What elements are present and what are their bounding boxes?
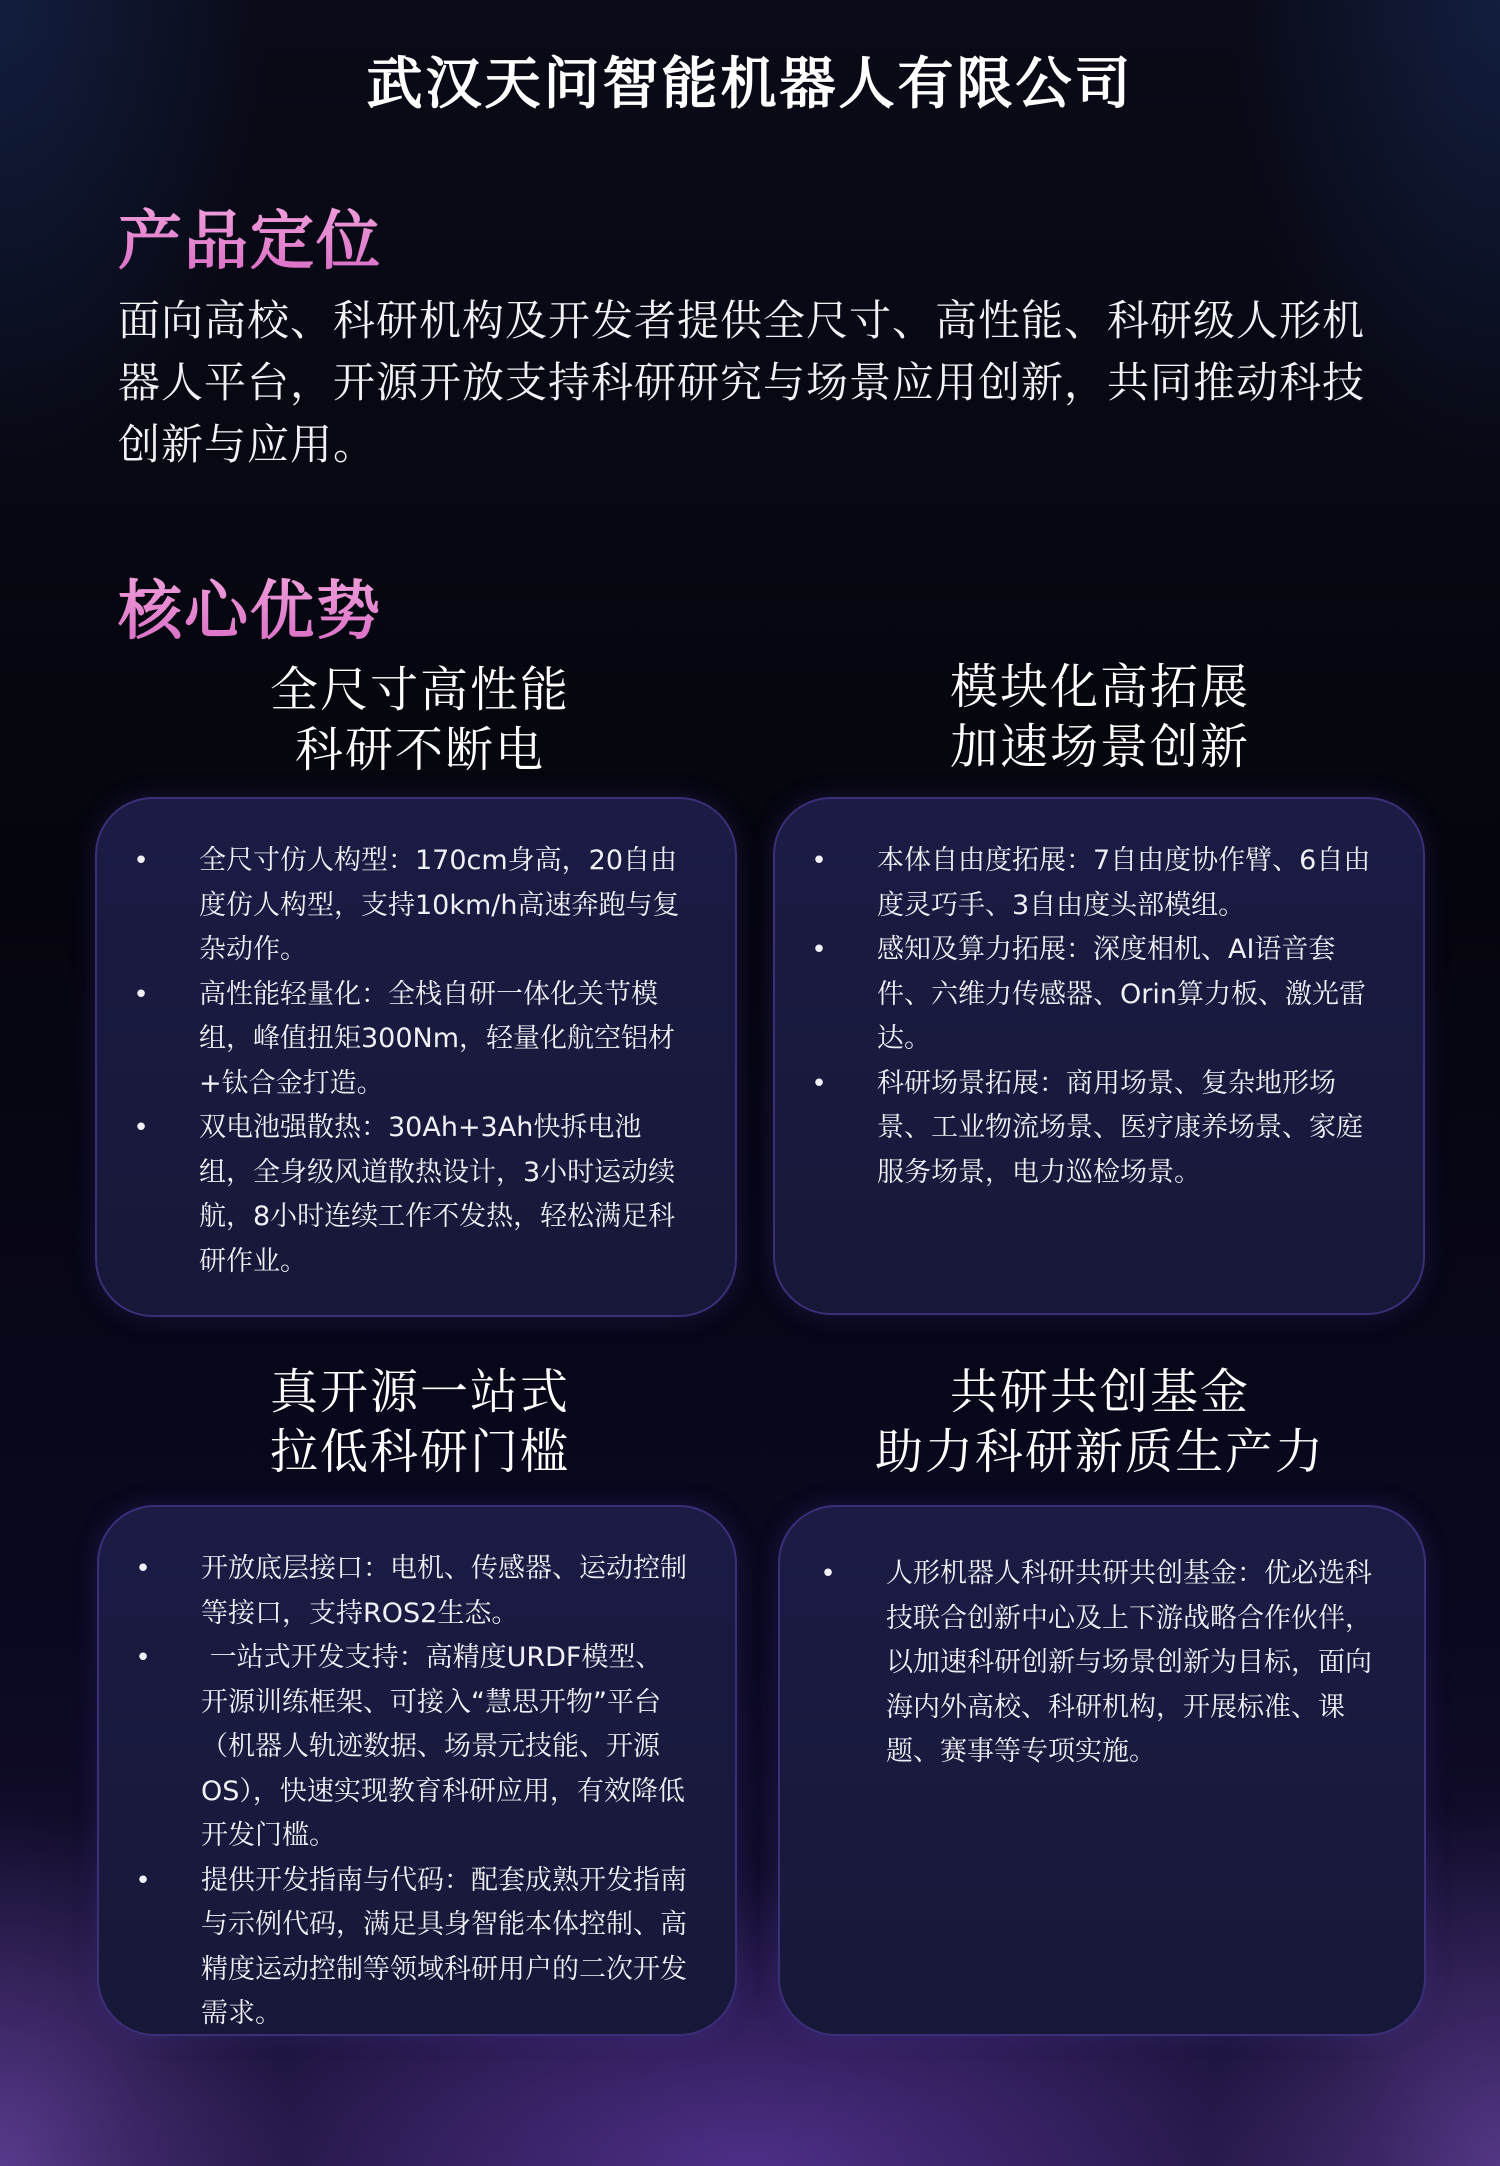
advantage-card-full-size [95, 797, 737, 1317]
advantage-card-title-3 [80, 1362, 760, 1482]
bullet-icon: • [135, 1554, 151, 1584]
feature-item [775, 839, 1423, 928]
bullet-icon: • [133, 846, 149, 876]
card-title-line: 助力科研新质生产力 [874, 1424, 1325, 1480]
bullet-icon: • [811, 935, 827, 965]
card-title-line: 共研共创基金 [949, 1364, 1250, 1420]
section-heading-positioning: 产品定位 [118, 190, 382, 282]
advantage-card-fund [778, 1505, 1426, 2036]
card-title-line: 真开源一站式 [269, 1364, 570, 1420]
card-title-line: 加速场景创新 [949, 719, 1250, 775]
feature-item-text: 提供开发指南与代码：配套成熟开发指南与示例代码，满足具身智能本体控制、高精度运动控制等领域科研用户的二次开发需求。 [201, 1864, 687, 2029]
feature-list [775, 799, 1423, 1195]
feature-item [97, 839, 735, 973]
bullet-icon: • [811, 1068, 827, 1099]
card-title-line: 模块化高拓展 [949, 659, 1250, 715]
feature-item [775, 1062, 1423, 1196]
advantage-card-title-2 [760, 657, 1440, 777]
feature-item [99, 1547, 735, 1636]
advantage-card-modular [773, 797, 1425, 1315]
card-title-line: 全尺寸高性能 [269, 662, 570, 718]
bullet-icon: • [133, 1113, 149, 1143]
feature-item [780, 1552, 1424, 1775]
advantage-card-title-4 [760, 1362, 1440, 1482]
feature-item-text: 感知及算力拓展：深度相机、AI语音套件、六维力传感器、Orin算力板、激光雷达。 [877, 934, 1366, 1054]
advantage-card-open-source [97, 1505, 737, 2036]
feature-item-text: 双电池强散热：30Ah+3Ah快拆电池组，全身级风道散热设计，3小时运动续航，8小时连续工作不发热，轻松满足科研作业。 [199, 1112, 676, 1277]
card-title-line: 科研不断电 [294, 722, 545, 778]
positioning-description: 面向高校、科研机构及开发者提供全尺寸、高性能、科研级人形机器人平台，开源开放支持科研研究与场景应用创新，共同推动科技创新与应用。 [118, 296, 1366, 469]
bullet-icon: • [135, 1865, 151, 1896]
advantage-card-title-1 [80, 660, 760, 780]
feature-item-text: 高性能轻量化：全栈自研一体化关节模组，峰值扭矩300Nm，轻量化航空铝材+钛合金打造。 [199, 978, 676, 1099]
bullet-icon: • [811, 846, 827, 876]
feature-item [775, 928, 1423, 1062]
feature-item-text: 开放底层接口：电机、传感器、运动控制等接口，支持ROS2生态。 [201, 1553, 687, 1629]
bullet-icon: • [820, 1559, 836, 1589]
company-title: 武汉天问智能机器人有限公司 [366, 52, 1134, 117]
feature-item-text: 科研场景拓展：商用场景、复杂地形场景、工业物流场景、医疗康养场景、家庭服务场景，电力巡检场景。 [877, 1067, 1363, 1188]
feature-list [97, 799, 735, 1284]
feature-list [99, 1507, 735, 2037]
feature-item-text: 本体自由度拓展：7自由度协作臂、6自由度灵巧手、3自由度头部模组。 [877, 845, 1371, 921]
feature-item-text: 人形机器人科研共研共创基金：优必选科技联合创新中心及上下游战略合作伙伴，以加速科研创新与场景创新为目标，面向海内外高校、科研机构，开展标准、课题、赛事等专项实施。 [886, 1558, 1372, 1767]
bullet-icon: • [135, 1643, 151, 1673]
card-title-line: 拉低科研门槛 [269, 1424, 570, 1480]
feature-item [97, 1106, 735, 1284]
section-heading-advantages: 核心优势 [118, 560, 382, 652]
feature-item [97, 973, 735, 1107]
feature-item-text: 一站式开发支持：高精度URDF模型、开源训练框架、可接入“慧思开物”平台（机器人轨迹数据、场景元技能、开源OS），快速实现教育科研应用，有效降低开发门槛。 [201, 1642, 685, 1851]
feature-list [780, 1507, 1424, 1775]
feature-item-text: 全尺寸仿人构型：170cm身高，20自由度仿人构型，支持10km/h高速奔跑与复杂动作。 [199, 845, 680, 965]
bullet-icon: • [133, 979, 149, 1010]
feature-item [99, 1636, 735, 1859]
feature-item [99, 1859, 735, 2037]
